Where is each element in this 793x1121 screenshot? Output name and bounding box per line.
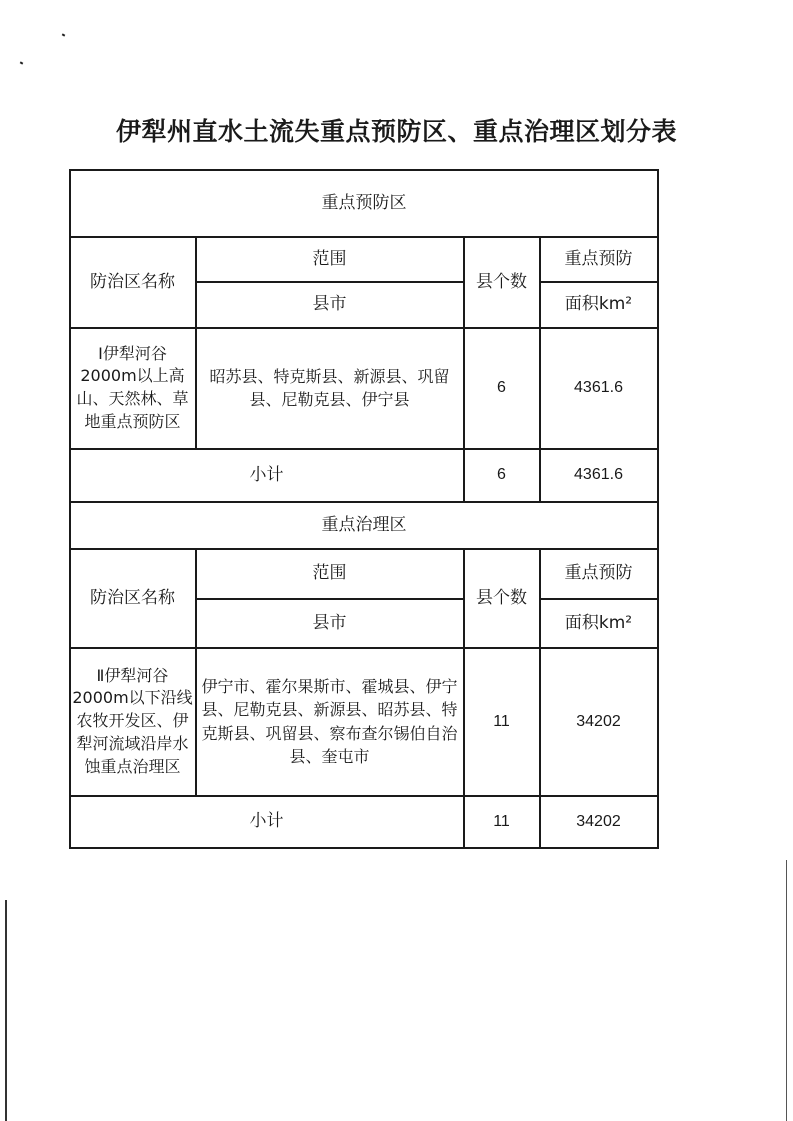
table-border-bottom [69,847,659,849]
header-county-city: 县市 [312,294,347,315]
header-zone-name: 防治区名称 [90,587,175,608]
header-area-line1: 重点预防 [564,563,633,584]
header-area-line2: 面积km² [564,294,633,315]
prevention-subtotal-area: 4361.6 [574,466,623,484]
prevention-zone-name: Ⅰ伊犁河谷2000m以上高山、天然林、草地重点预防区 [76,343,189,431]
scan-mark [20,61,24,64]
prevention-counties: 昭苏县、特克斯县、新源县、巩留县、尼勒克县、伊宁县 [209,366,450,409]
treatment-counties: 伊宁市、霍尔果斯市、霍城县、伊宁县、尼勒克县、新源县、昭苏县、特克斯县、巩留县、察布查尔锡伯自治县、奎屯市 [201,677,458,766]
treatment-subtotal-area: 34202 [576,812,621,830]
scan-edge-line [786,860,787,1121]
prevention-count: 6 [497,379,506,397]
header-county-city: 县市 [312,612,347,633]
treatment-subtotal-count: 11 [493,812,510,830]
section-title-prevention: 重点预防区 [321,192,407,213]
scan-mark [62,33,66,36]
prevention-area: 4361.6 [574,379,623,397]
header-county-count: 县个数 [476,587,527,608]
treatment-subtotal-label: 小计 [249,811,284,832]
header-zone-name: 防治区名称 [90,271,175,292]
scan-edge-line [5,900,7,1121]
header-range: 范围 [312,248,347,269]
prevention-subtotal-count: 6 [497,466,506,484]
prevention-subtotal-label: 小计 [249,464,284,485]
header-area-line1: 重点预防 [564,248,633,269]
treatment-area: 34202 [576,712,621,730]
treatment-zone-name: Ⅱ伊犁河谷2000m以下沿线农牧开发区、伊犁河流域沿岸水蚀重点治理区 [72,665,193,776]
header-county-count: 县个数 [476,271,527,292]
header-range: 范围 [312,563,347,584]
section-title-treatment: 重点治理区 [321,514,407,535]
document-title: 伊犁州直水土流失重点预防区、重点治理区划分表 [115,117,677,146]
header-area-line2: 面积km² [564,612,633,633]
treatment-count: 11 [493,712,510,730]
